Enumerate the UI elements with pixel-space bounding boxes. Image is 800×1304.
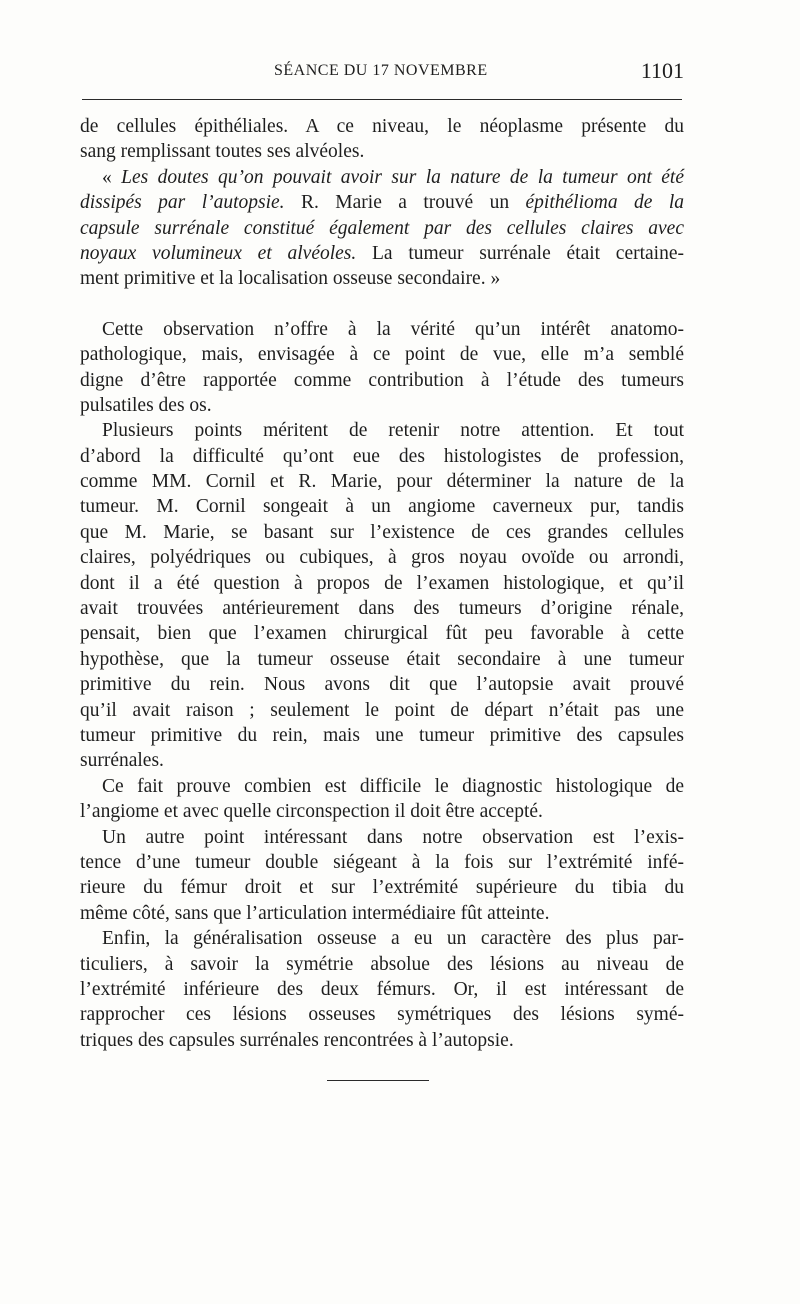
text-line: surrénales. [80, 750, 164, 772]
quote-line [80, 241, 684, 266]
paragraph-2 [80, 418, 684, 773]
quote-line: de cellules épithéliales. A ce niveau, le néoplasme présente du [80, 116, 684, 137]
text-line: comme MM. Cornil et R. Marie, pour déterminer la nature de la [80, 471, 684, 493]
quote-line [80, 216, 684, 241]
text-line: rieure du fémur droit et sur l’extrémité supérieure du tibia du [80, 877, 684, 899]
text-line: tumeur. M. Cornil songeait à un angiome caverneux pur, tandis [80, 496, 684, 518]
quote-roman: R. Marie a trouvé un [284, 192, 526, 214]
body-text [80, 114, 684, 1053]
running-head [82, 58, 684, 86]
text-line: Enfin, la généralisation osseuse a eu un caractère des plus par- [102, 928, 684, 950]
text-line: avait trouvées antérieurement dans des tumeurs d’origine rénale, [80, 598, 684, 620]
text-line: pensait, bien que l’examen chirurgical fût peu favorable à cette [80, 623, 684, 645]
text-line: d’abord la difficulté qu’ont eue des histologistes de profession, [80, 445, 684, 467]
text-line: pulsatiles des os. [80, 394, 212, 416]
text-line: triques des capsules surrénales rencontrées à l’autopsie. [80, 1029, 514, 1051]
text-line: dont il a été question à propos de l’examen histologique, et qu’il [80, 572, 684, 594]
quote-italic: Les doutes qu’on pouvait avoir sur la nature de la tumeur ont été [121, 166, 685, 188]
quote-line: sang remplissant toutes ses alvéoles. [80, 141, 365, 163]
text-line: hypothèse, que la tumeur osseuse était secondaire à une tumeur [80, 648, 684, 670]
text-line: digne d’être rapportée comme contribution à l’étude des tumeurs [80, 369, 684, 391]
text-line: Ce fait prouve combien est difficile le diagnostic histologique de [102, 775, 684, 797]
section-end-rule [327, 1080, 429, 1081]
text-line: rapprocher ces lésions osseuses symétriques des lésions symé- [80, 1004, 684, 1026]
paragraph-4 [80, 825, 684, 927]
paragraph-3 [80, 774, 684, 825]
text-line: pathologique, mais, envisagée à ce point de vue, elle m’a semblé [80, 344, 684, 366]
text-line: primitive du rein. Nous avons dit que l’autopsie avait prouvé [80, 674, 684, 696]
text-line: tence d’une tumeur double siégeant à la fois sur l’extrémité infé- [80, 851, 684, 873]
section-gap [80, 292, 684, 317]
text-line: Un autre point intéressant dans notre observation est l’exis- [102, 826, 684, 848]
quote-italic: noyaux volumineux et alvéoles. [80, 242, 357, 264]
text-line: l’angiome et avec quelle circonspection il doit être accepté. [80, 801, 543, 823]
quote-italic: dissipés par l’autopsie. [80, 192, 285, 214]
quote-line [80, 165, 684, 190]
text-line: ticuliers, à savoir la symétrie absolue des lésions au niveau de [80, 953, 684, 975]
running-title: SÉANCE DU 17 NOVEMBRE [274, 62, 488, 79]
quote-line [80, 190, 684, 215]
quote-block [80, 114, 684, 292]
text-line: Plusieurs points méritent de retenir notre attention. Et tout [102, 420, 684, 442]
paragraph-5 [80, 926, 684, 1053]
paragraph-1 [80, 317, 684, 419]
text-line: même côté, sans que l’articulation intermédiaire fût atteinte. [80, 902, 550, 924]
text-line: tumeur primitive du rein, mais une tumeur primitive des capsules [80, 724, 684, 746]
quote-italic: épithélioma de la [525, 192, 684, 214]
quote-roman: La tumeur surrénale était certaine- [356, 242, 685, 264]
text-line: l’extrémité inférieure des deux fémurs. Or, il est intéressant de [80, 978, 684, 1000]
text-line: qu’il avait raison ; seulement le point de départ n’était pas une [80, 699, 684, 721]
page-number: 1101 [640, 58, 684, 83]
text-line: Cette observation n’offre à la vérité qu’un intérêt anatomo- [102, 318, 684, 340]
quote-italic: capsule surrénale constitué également par des cellules claires avec [80, 217, 684, 239]
quote-line: ment primitive et la localisation osseuse secondaire. » [80, 268, 501, 290]
header-rule [82, 99, 682, 100]
quote-open-mark: « [102, 166, 122, 188]
text-line: que M. Marie, se basant sur l’existence de ces grandes cellules [80, 521, 684, 543]
text-line: claires, polyédriques ou cubiques, à gros noyau ovoïde ou arrondi, [80, 547, 684, 569]
